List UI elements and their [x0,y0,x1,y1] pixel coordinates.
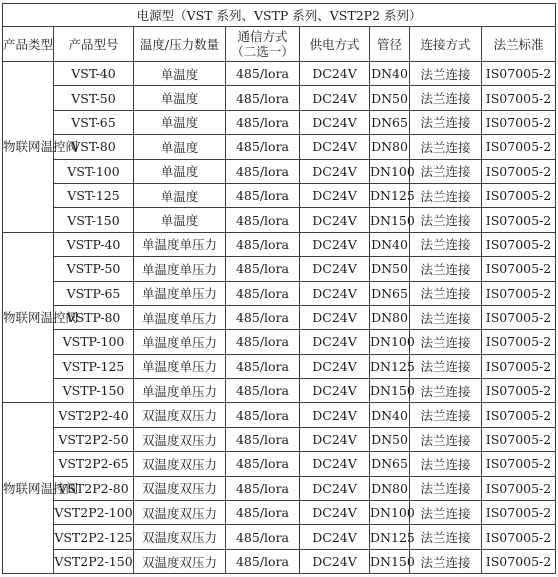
cell-communication: 485/lora [226,525,300,549]
cell-flange-standard: IS07005-2 [482,305,556,329]
cell-model: VST2P2-125 [54,525,134,549]
cell-sensor-count: 单温度单压力 [134,257,226,281]
cell-pipe-size: DN100 [370,501,410,525]
cell-sensor-count: 单温度 [134,159,226,183]
cell-model: VSTP-125 [54,354,134,378]
cell-power-supply: DC24V [300,305,370,329]
cell-connection: 法兰连接 [410,281,482,305]
cell-sensor-count: 双温度双压力 [134,452,226,476]
spec-sheet [2,3,555,575]
cell-pipe-size: DN40 [370,232,410,256]
cell-flange-standard: IS07005-2 [482,403,556,427]
cell-connection: 法兰连接 [410,379,482,403]
cell-model: VSTP-150 [54,379,134,403]
cell-communication: 485/lora [226,403,300,427]
cell-communication: 485/lora [226,281,300,305]
cell-communication: 485/lora [226,159,300,183]
cell-pipe-size: DN150 [370,379,410,403]
cell-model: VST2P2-40 [54,403,134,427]
table-row [3,305,556,329]
cell-pipe-size: DN65 [370,452,410,476]
cell-communication: 485/lora [226,476,300,500]
cell-power-supply: DC24V [300,110,370,134]
product-spec-table [2,3,556,574]
cell-communication: 485/lora [226,501,300,525]
cell-model: VSTP-100 [54,330,134,354]
cell-model: VSTP-50 [54,257,134,281]
cell-pipe-size: DN125 [370,525,410,549]
table-title: 电源型（VST 系列、VSTP 系列、VST2P2 系列） [3,4,556,27]
cell-communication: 485/lora [226,135,300,159]
cell-sensor-count: 单温度 [134,62,226,86]
cell-sensor-count: 单温度单压力 [134,330,226,354]
table-row [3,403,556,427]
cell-communication: 485/lora [226,427,300,451]
cell-connection: 法兰连接 [410,86,482,110]
cell-power-supply: DC24V [300,501,370,525]
table-row [3,110,556,134]
cell-pipe-size: DN50 [370,86,410,110]
cell-pipe-size: DN40 [370,403,410,427]
cell-communication: 485/lora [226,232,300,256]
cell-power-supply: DC24V [300,330,370,354]
cell-flange-standard: IS07005-2 [482,135,556,159]
cell-communication: 485/lora [226,257,300,281]
cell-communication: 485/lora [226,354,300,378]
cell-flange-standard: IS07005-2 [482,525,556,549]
cell-model: VST2P2-80 [54,476,134,500]
cell-sensor-count: 单温度单压力 [134,281,226,305]
cell-power-supply: DC24V [300,86,370,110]
cell-flange-standard: IS07005-2 [482,232,556,256]
table-row [3,86,556,110]
cell-model: VST-100 [54,159,134,183]
cell-sensor-count: 双温度双压力 [134,549,226,573]
cell-model: VST-125 [54,183,134,207]
header-pipe-size: 管径 [370,27,410,62]
cell-communication: 485/lora [226,452,300,476]
cell-sensor-count: 单温度 [134,135,226,159]
cell-connection: 法兰连接 [410,427,482,451]
table-row [3,476,556,500]
cell-model: VST-150 [54,208,134,232]
cell-communication: 485/lora [226,86,300,110]
cell-connection: 法兰连接 [410,403,482,427]
cell-connection: 法兰连接 [410,354,482,378]
cell-connection: 法兰连接 [410,525,482,549]
cell-power-supply: DC24V [300,183,370,207]
cell-model: VST-65 [54,110,134,134]
cell-connection: 法兰连接 [410,183,482,207]
table-row [3,549,556,573]
cell-sensor-count: 单温度单压力 [134,354,226,378]
table-row [3,183,556,207]
cell-sensor-count: 双温度双压力 [134,427,226,451]
cell-power-supply: DC24V [300,62,370,86]
cell-pipe-size: DN100 [370,159,410,183]
cell-model: VST2P2-100 [54,501,134,525]
cell-flange-standard: IS07005-2 [482,330,556,354]
table-row [3,330,556,354]
cell-connection: 法兰连接 [410,62,482,86]
table-row [3,257,556,281]
table-body [3,62,556,574]
cell-power-supply: DC24V [300,354,370,378]
cell-pipe-size: DN125 [370,183,410,207]
table-row [3,427,556,451]
cell-flange-standard: IS07005-2 [482,110,556,134]
cell-sensor-count: 双温度双压力 [134,525,226,549]
table-row [3,232,556,256]
cell-power-supply: DC24V [300,379,370,403]
cell-model: VST-80 [54,135,134,159]
table-row [3,501,556,525]
cell-model: VST-40 [54,62,134,86]
table-row [3,452,556,476]
cell-communication: 485/lora [226,379,300,403]
header-power-supply: 供电方式 [300,27,370,62]
cell-communication: 485/lora [226,330,300,354]
cell-product-type: 物联网温控阀 [3,232,54,403]
cell-connection: 法兰连接 [410,135,482,159]
cell-power-supply: DC24V [300,452,370,476]
cell-sensor-count: 单温度单压力 [134,379,226,403]
cell-power-supply: DC24V [300,525,370,549]
cell-flange-standard: IS07005-2 [482,476,556,500]
cell-pipe-size: DN40 [370,62,410,86]
table-row [3,525,556,549]
cell-model: VST2P2-150 [54,549,134,573]
cell-pipe-size: DN150 [370,208,410,232]
cell-flange-standard: IS07005-2 [482,257,556,281]
cell-communication: 485/lora [226,183,300,207]
cell-sensor-count: 双温度双压力 [134,501,226,525]
cell-model: VST2P2-50 [54,427,134,451]
cell-power-supply: DC24V [300,232,370,256]
cell-model: VST2P2-65 [54,452,134,476]
table-row [3,208,556,232]
cell-connection: 法兰连接 [410,159,482,183]
cell-pipe-size: DN80 [370,476,410,500]
cell-communication: 485/lora [226,62,300,86]
cell-flange-standard: IS07005-2 [482,183,556,207]
cell-model: VST-50 [54,86,134,110]
cell-connection: 法兰连接 [410,330,482,354]
cell-power-supply: DC24V [300,159,370,183]
cell-model: VSTP-65 [54,281,134,305]
cell-pipe-size: DN50 [370,257,410,281]
cell-sensor-count: 双温度双压力 [134,403,226,427]
cell-flange-standard: IS07005-2 [482,549,556,573]
cell-sensor-count: 单温度 [134,110,226,134]
cell-pipe-size: DN150 [370,549,410,573]
cell-communication: 485/lora [226,549,300,573]
table-row [3,159,556,183]
table-row [3,281,556,305]
cell-sensor-count: 双温度双压力 [134,476,226,500]
cell-flange-standard: IS07005-2 [482,501,556,525]
cell-communication: 485/lora [226,110,300,134]
cell-sensor-count: 单温度单压力 [134,305,226,329]
cell-connection: 法兰连接 [410,305,482,329]
header-communication: 通信方式（二选一） [226,27,300,62]
cell-model: VSTP-40 [54,232,134,256]
cell-power-supply: DC24V [300,257,370,281]
cell-flange-standard: IS07005-2 [482,427,556,451]
cell-connection: 法兰连接 [410,208,482,232]
cell-power-supply: DC24V [300,427,370,451]
cell-pipe-size: DN65 [370,281,410,305]
cell-flange-standard: IS07005-2 [482,281,556,305]
cell-connection: 法兰连接 [410,476,482,500]
cell-sensor-count: 单温度单压力 [134,232,226,256]
cell-flange-standard: IS07005-2 [482,354,556,378]
cell-connection: 法兰连接 [410,110,482,134]
cell-communication: 485/lora [226,208,300,232]
cell-sensor-count: 单温度 [134,86,226,110]
table-row [3,379,556,403]
cell-pipe-size: DN125 [370,354,410,378]
cell-flange-standard: IS07005-2 [482,379,556,403]
cell-pipe-size: DN80 [370,135,410,159]
cell-power-supply: DC24V [300,403,370,427]
header-product-type: 产品类型 [3,27,54,62]
header-flange-standard: 法兰标准 [482,27,556,62]
cell-connection: 法兰连接 [410,549,482,573]
header-model: 产品型号 [54,27,134,62]
table-row [3,135,556,159]
cell-pipe-size: DN80 [370,305,410,329]
cell-pipe-size: DN100 [370,330,410,354]
table-row [3,354,556,378]
cell-connection: 法兰连接 [410,501,482,525]
header-sensor-count: 温度/压力数量 [134,27,226,62]
table-row [3,62,556,86]
cell-sensor-count: 单温度 [134,208,226,232]
cell-product-type: 物联网温控阀 [3,403,54,574]
cell-flange-standard: IS07005-2 [482,159,556,183]
cell-flange-standard: IS07005-2 [482,452,556,476]
cell-connection: 法兰连接 [410,452,482,476]
header-connection: 连接方式 [410,27,482,62]
cell-sensor-count: 单温度 [134,183,226,207]
cell-product-type: 物联网温控阀 [3,62,54,233]
cell-pipe-size: DN50 [370,427,410,451]
cell-flange-standard: IS07005-2 [482,62,556,86]
cell-communication: 485/lora [226,305,300,329]
cell-power-supply: DC24V [300,549,370,573]
cell-connection: 法兰连接 [410,257,482,281]
cell-power-supply: DC24V [300,135,370,159]
cell-flange-standard: IS07005-2 [482,208,556,232]
cell-power-supply: DC24V [300,208,370,232]
cell-connection: 法兰连接 [410,232,482,256]
cell-pipe-size: DN65 [370,110,410,134]
cell-model: VSTP-80 [54,305,134,329]
cell-power-supply: DC24V [300,281,370,305]
cell-flange-standard: IS07005-2 [482,86,556,110]
cell-power-supply: DC24V [300,476,370,500]
